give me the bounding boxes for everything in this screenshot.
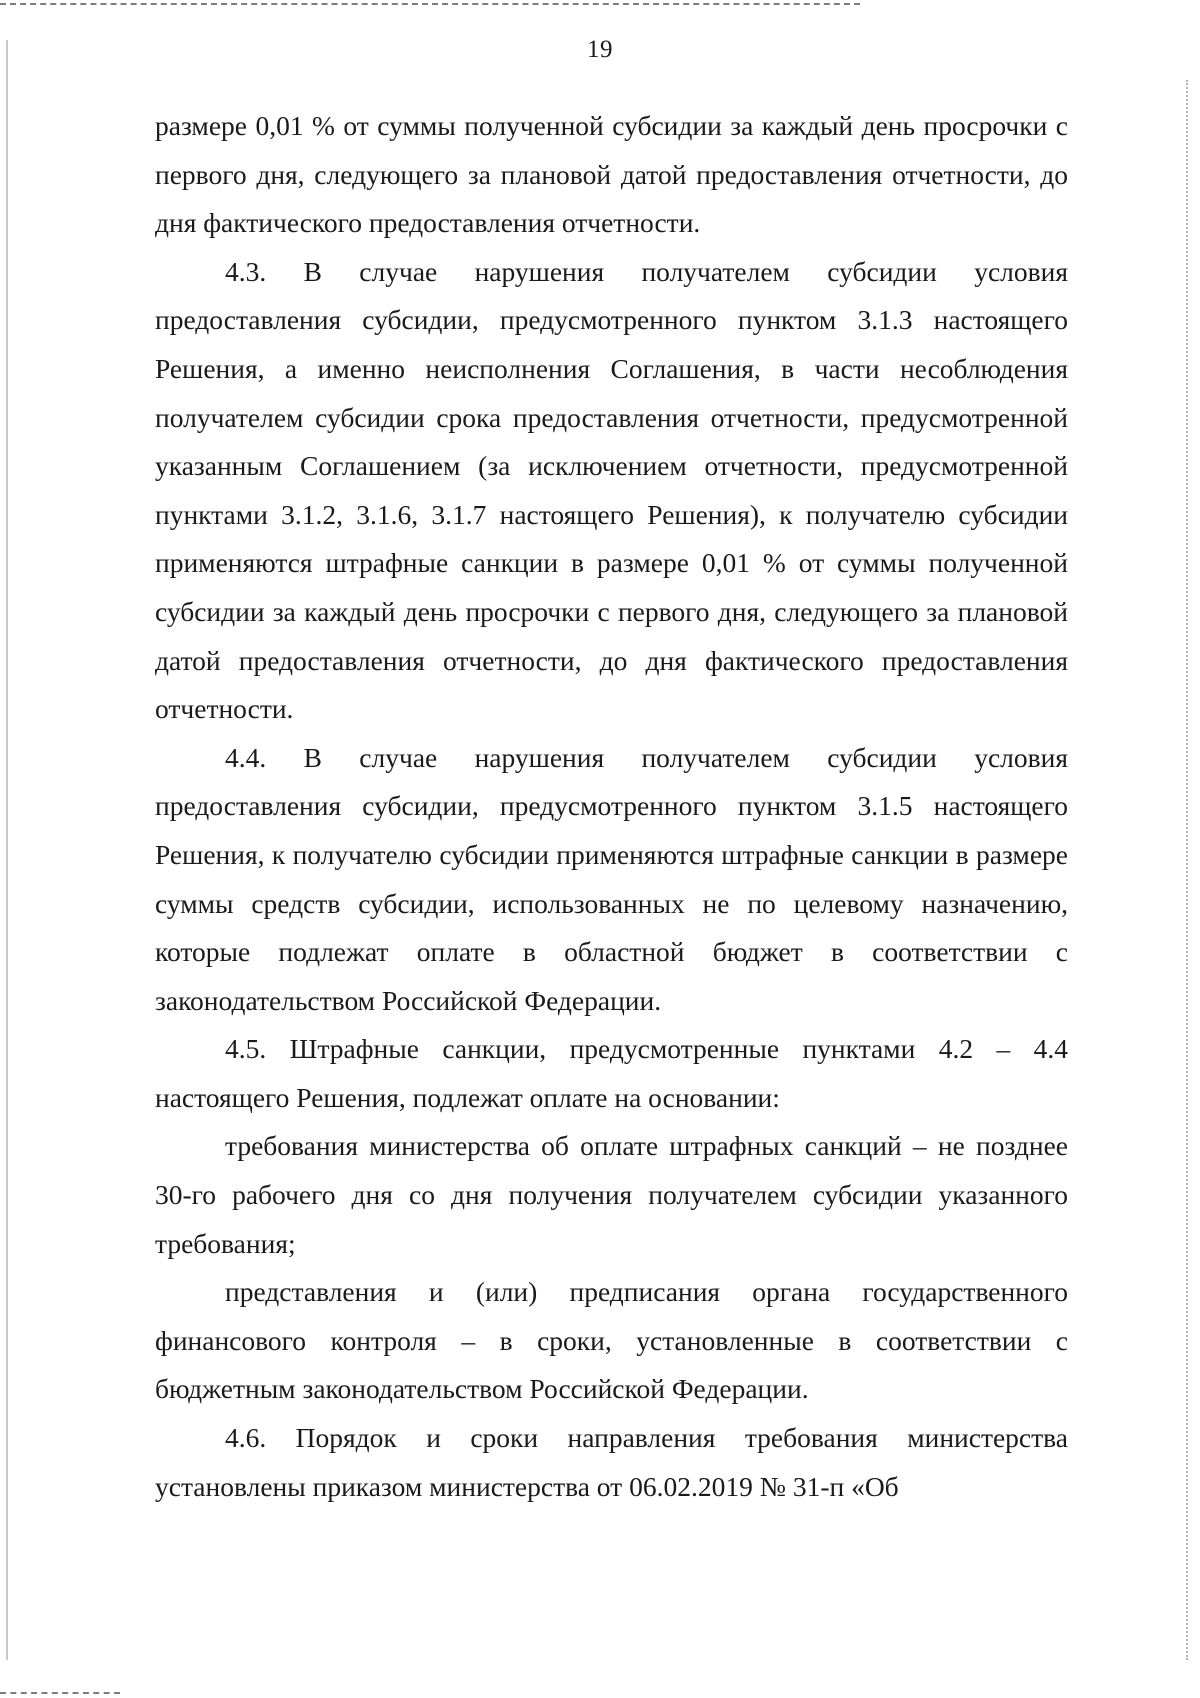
paragraph-4-3: 4.3. В случае нарушения получателем субсидии условия предоставления субсидии, предусмотренного пунктом 3.1.3 настоящего Решения, а именно неисполнения Соглашения, в части несоблюдения получателем субсидии срока предоставления отчетности, предусмотренной указанным Соглашением (за исключением отчетности, предусмотренной пунктами 3.1.2, 3.1.6, 3.1.7 настоящего Решения), к получателю субсидии применяются штрафные санкции в размере 0,01 % от суммы полученной субсидии за каждый день просрочки с первого дня, следующего за плановой датой предоставления отчетности, до дня фактического предоставления отчетности. bbox=[155, 255, 1068, 725]
scan-artifact-right bbox=[1186, 80, 1188, 1660]
page-number: 19 bbox=[587, 36, 613, 63]
paragraph-continuation: размере 0,01 % от суммы полученной субсидии за каждый день просрочки с первого дня, следующего за плановой датой предоставления отчетности, до дня фактического предоставления отчетности. bbox=[155, 110, 1068, 239]
paragraph-4-4: 4.4. В случае нарушения получателем субсидии условия предоставления субсидии, предусмотренного пунктом 3.1.5 настоящего Решения, к получателю субсидии применяются штрафные санкции в размере суммы средств субсидии, использованных не по целевому назначению, которые подлежат оплате в областной бюджет в соответствии с законодательством Российской Федерации. bbox=[155, 741, 1068, 1016]
document-body bbox=[155, 102, 1068, 1511]
scan-artifact-bottom bbox=[0, 1692, 120, 1694]
scan-artifact-top bbox=[0, 3, 860, 5]
paragraph-4-5-representation: представления и (или) предписания органа государственного финансового контроля – в сроки, установленные в соответствии с бюджетным законодательством Российской Федерации. bbox=[155, 1276, 1068, 1405]
paragraph-4-5: 4.5. Штрафные санкции, предусмотренные пунктами 4.2 – 4.4 настоящего Решения, подлежат оплате на основании: bbox=[155, 1033, 1068, 1113]
paragraph-4-6: 4.6. Порядок и сроки направления требования министерства установлены приказом министерства от 06.02.2019 № 31-п «Об bbox=[155, 1422, 1068, 1502]
scan-artifact-left bbox=[6, 40, 8, 1660]
paragraph-4-5-requirement: требования министерства об оплате штрафных санкций – не позднее 30-го рабочего дня со дня получения получателем субсидии указанного требования; bbox=[155, 1130, 1068, 1259]
